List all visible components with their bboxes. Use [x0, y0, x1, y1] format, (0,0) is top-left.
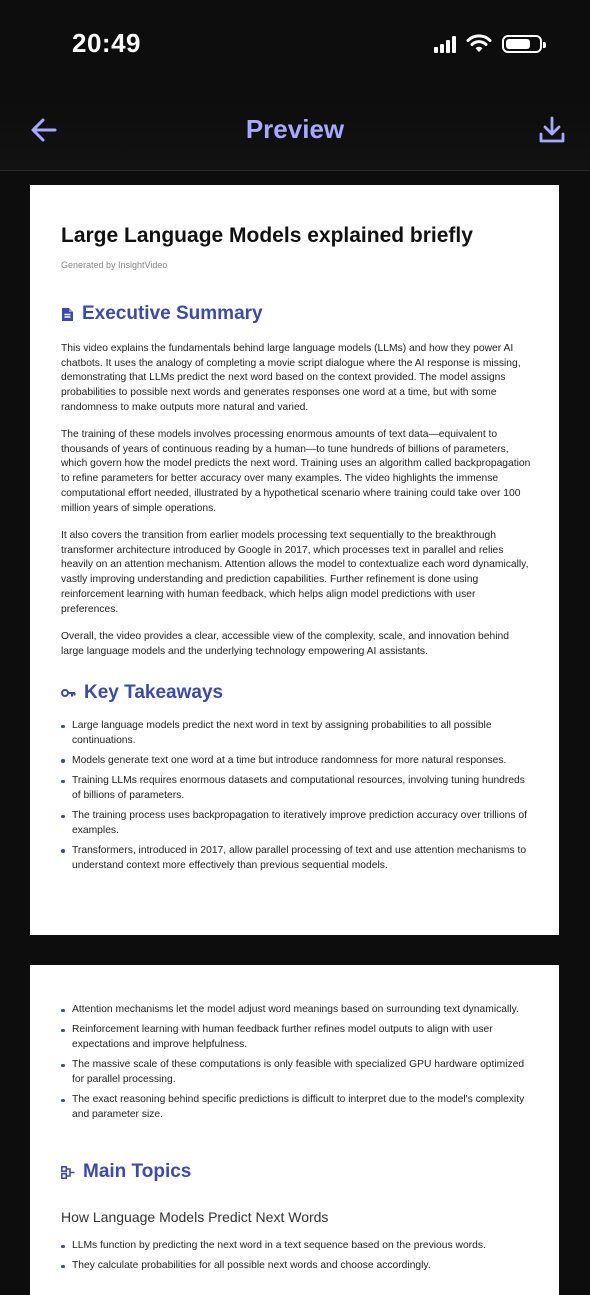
- document-page-2: [30, 965, 559, 1295]
- summary-paragraph: It also covers the transition from earlier models processing text sequentially to the breakthrough transformer architecture introduced by Google in 2017, which processes text in parallel and relies heavily on an attention mechanism. Attention allows the model to contextualize each word dynamically, vastly improving understanding and prediction capabilities. Further refinement is done using reinforcement learning with human feedback, which helps align model predictions with user preferences.: [61, 530, 529, 615]
- summary-paragraph: This video explains the fundamentals behind large language models (LLMs) and how they power AI chatbots. It uses the analogy of completing a movie script dialogue where the AI response is missing, demonstrating that LLMs predict the next word based on the context provided. The model assigns probabilities to possible next words and generates responses one word at a time, but with some randomness to make outputs more natural and varied.: [61, 343, 521, 413]
- battery-level: [506, 39, 530, 49]
- list-item: Reinforcement learning with human feedback further refines model outputs to align with user expectations and improve helpfulness.: [61, 1023, 531, 1052]
- download-icon[interactable]: [536, 114, 568, 146]
- list-item: Large language models predict the next word in text by assigning probabilities to all possible continuations.: [61, 719, 531, 748]
- summary-paragraph: The training of these models involves processing enormous amounts of text data—equivalent to thousands of years of continuous reading by a human—to tune hundreds of billions of parameters, which govern how the model predicts the next word. Training uses an algorithm called backpropagation to refine parameters for better accuracy over many examples. The video highlights the immense computational effort needed, illustrated by a hypothetical scenario where training could take over 100 million years of simple operations.: [61, 429, 531, 514]
- wifi-icon: [466, 34, 492, 54]
- list-item: Attention mechanisms let the model adjust word meanings based on surrounding text dynamically.: [61, 1003, 531, 1018]
- topic-title: How Language Models Predict Next Words: [61, 1209, 329, 1225]
- list-item: LLMs function by predicting the next word in a text sequence based on the previous words.: [61, 1239, 531, 1254]
- key-takeaways-list-continued: [61, 1003, 531, 1128]
- battery-icon: [502, 35, 542, 53]
- status-bar: [0, 0, 590, 90]
- key-takeaways-heading: [61, 682, 223, 704]
- key-icon: [61, 688, 76, 698]
- list-item: Training LLMs requires enormous datasets and computational resources, involving tuning hundreds of billions of parameters.: [61, 774, 531, 803]
- status-icons: [434, 32, 542, 56]
- generated-by-label: Generated by InsightVideo: [61, 260, 168, 270]
- main-topics-heading-text: Main Topics: [83, 1161, 192, 1182]
- status-time: 20:49: [72, 28, 141, 58]
- list-item: Transformers, introduced in 2017, allow parallel processing of text and use attention mechanisms to understand context more effectively than previous sequential models.: [61, 844, 531, 873]
- list-item: They calculate probabilities for all possible next words and choose accordingly.: [61, 1259, 531, 1274]
- executive-summary-heading: [61, 303, 263, 325]
- list-item: The exact reasoning behind specific predictions is difficult to interpret due to the model's complexity and parameter size.: [61, 1093, 531, 1122]
- main-topics-heading: [61, 1161, 191, 1183]
- list-item: The training process uses backpropagation to iteratively improve prediction accuracy over trillions of examples.: [61, 809, 531, 838]
- page-title: Preview: [245, 114, 345, 144]
- summary-paragraph: Overall, the video provides a clear, accessible view of the complexity, scale, and innovation behind large language models and the underlying technology empowering AI assistants.: [61, 631, 509, 657]
- list-item: Models generate text one word at a time but introduce randomness for more natural responses.: [61, 754, 531, 769]
- document-icon: [61, 307, 74, 322]
- document-page-1: [30, 185, 559, 935]
- app-header: [0, 100, 590, 171]
- list-item: The massive scale of these computations is only feasible with specialized GPU hardware optimized for parallel processing.: [61, 1058, 531, 1087]
- topics-icon: [61, 1166, 75, 1179]
- cellular-signal-icon: [434, 35, 456, 53]
- key-takeaways-list: [61, 719, 531, 879]
- key-takeaways-heading-text: Key Takeaways: [84, 682, 224, 703]
- document-title: Large Language Models explained briefly: [61, 224, 473, 247]
- executive-summary-heading-text: Executive Summary: [82, 303, 263, 324]
- topic-items-list: [61, 1239, 531, 1279]
